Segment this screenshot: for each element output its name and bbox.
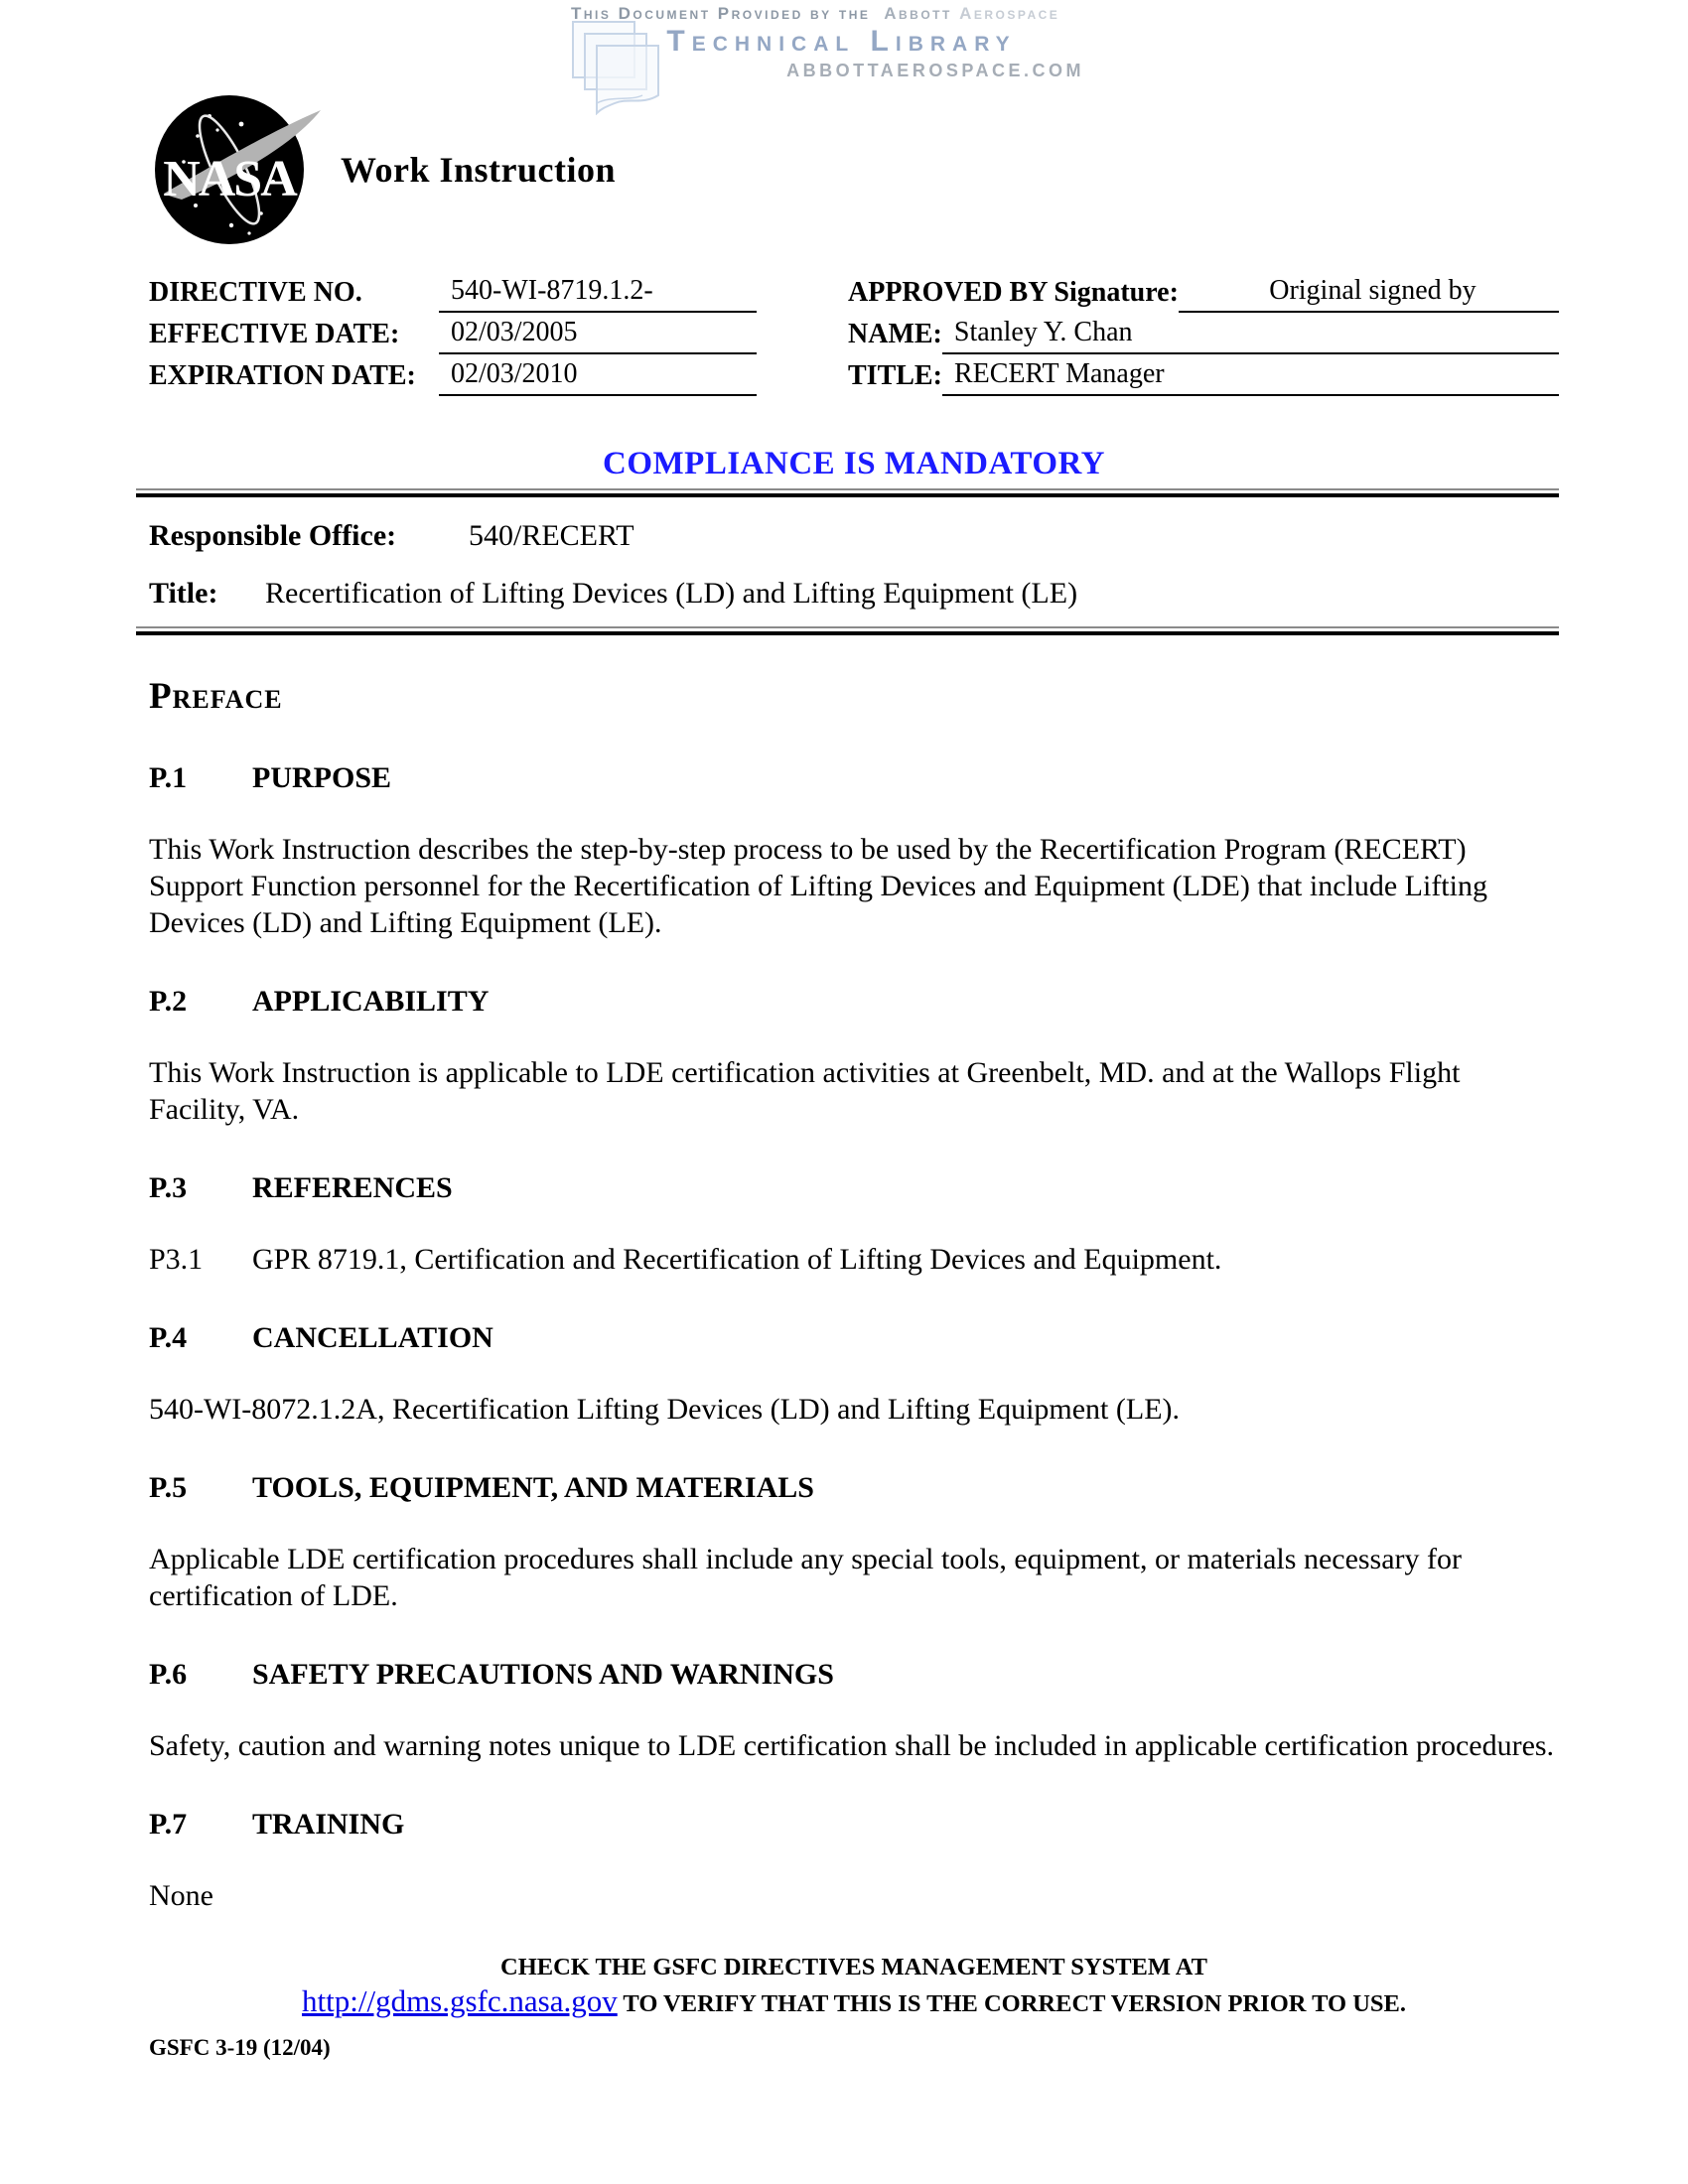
document-title-value: Recertification of Lifting Devices (LD) and Lifting Equipment (LE): [265, 577, 1078, 610]
field-row: [149, 271, 1559, 313]
preface-heading: Preface: [149, 676, 283, 717]
title-field-label: TITLE:: [848, 360, 942, 391]
responsible-office-row: [149, 519, 1688, 553]
footer-verify-text: TO VERIFY THAT THIS IS THE CORRECT VERSION PRIOR TO USE.: [617, 1990, 1406, 2017]
directive-no-value: 540-WI-8719.1.2-: [439, 275, 757, 313]
section-body-p4: 540-WI-8072.1.2A, Recertification Lifting Devices (LD) and Lifting Equipment (LE).: [149, 1393, 1181, 1426]
reference-text: GPR 8719.1, Certification and Recertification of Lifting Devices and Equipment.: [252, 1243, 1222, 1276]
footer-verify-line: [149, 1983, 1559, 2019]
section-title: TOOLS, EQUIPMENT, AND MATERIALS: [252, 1471, 814, 1504]
directive-no-label: DIRECTIVE NO.: [149, 277, 362, 308]
section-body-p5: Applicable LDE certification procedures shall include any special tools, equipment, or materials necessary for certification of LDE.: [149, 1543, 1463, 1612]
nasa-logo-text: NASA: [163, 151, 296, 207]
section-heading-p7: [149, 1808, 1688, 1842]
field-row: [149, 354, 1559, 396]
doc-type-title: Work Instruction: [341, 150, 617, 190]
name-value: Stanley Y. Chan: [942, 317, 1559, 354]
form-number: GSFC 3-19 (12/04): [149, 2035, 331, 2060]
reference-item-p31: [149, 1241, 1688, 1278]
section-title: PURPOSE: [252, 761, 392, 794]
section-number: P.3: [149, 1171, 188, 1204]
compliance-banner: COMPLIANCE IS MANDATORY: [603, 446, 1105, 481]
horizontal-rule: [136, 626, 1559, 635]
abbott-aerospace-watermark: [571, 4, 1112, 81]
section-number: P.4: [149, 1321, 188, 1354]
document-header: [154, 94, 1688, 245]
watermark-prefix: This Document Provided by the: [571, 4, 871, 23]
section-heading-p3: [149, 1171, 1688, 1205]
gdms-link[interactable]: http://gdms.gsfc.nasa.gov: [302, 1983, 618, 2018]
section-number: P.5: [149, 1471, 188, 1504]
watermark-brand-aerospace: Aerospace: [959, 4, 1060, 23]
name-label: NAME:: [848, 319, 942, 349]
reference-number: P3.1: [149, 1243, 204, 1276]
section-title: SAFETY PRECAUTIONS AND WARNINGS: [252, 1658, 834, 1691]
watermark-provided-by: [571, 4, 1112, 24]
directive-fields: [149, 271, 1559, 396]
section-heading-p5: [149, 1471, 1688, 1505]
section-title: REFERENCES: [252, 1171, 453, 1204]
responsible-office-value: 540/RECERT: [469, 519, 634, 552]
section-body-p1: This Work Instruction describes the step-by-step process to be used by the Recertification Program (RECERT) Support Function personnel for the Recertification of Lifting Devices and Equipment (LDE) that include Lifting Devices (LD) and Lifting Equipment (LE).: [149, 833, 1487, 939]
section-heading-p4: [149, 1321, 1688, 1355]
section-title: TRAINING: [252, 1808, 405, 1841]
section-number: P.7: [149, 1808, 188, 1841]
document-title-label: Title:: [149, 577, 218, 610]
nasa-logo: [154, 94, 325, 245]
watermark-technical-library: Technical Library: [666, 25, 1017, 58]
section-heading-p6: [149, 1658, 1688, 1692]
horizontal-rule: [136, 488, 1559, 497]
expiration-date-value: 02/03/2010: [439, 358, 757, 396]
responsible-office-label: Responsible Office:: [149, 519, 397, 552]
section-body-p7: None: [149, 1879, 213, 1912]
expiration-date-label: EXPIRATION DATE:: [149, 360, 416, 391]
document-title-row: [149, 577, 1688, 611]
title-field-value: RECERT Manager: [942, 358, 1559, 396]
watermark-domain: ABBOTTAEROSPACE.COM: [786, 61, 1084, 80]
watermark-brand-abbott: Abbott: [884, 4, 952, 23]
section-number: P.6: [149, 1658, 188, 1691]
section-body-p2: This Work Instruction is applicable to LDE certification activities at Greenbelt, MD. and at the Wallops Flight Facility, VA.: [149, 1056, 1461, 1126]
approved-by-label: APPROVED BY Signature:: [848, 277, 1179, 308]
field-row: [149, 313, 1559, 354]
footer-check-line: CHECK THE GSFC DIRECTIVES MANAGEMENT SYSTEM AT: [500, 1954, 1207, 1980]
section-number: P.1: [149, 761, 188, 794]
section-heading-p1: [149, 761, 1688, 795]
section-heading-p2: [149, 985, 1688, 1019]
approved-by-value: Original signed by: [1179, 275, 1559, 313]
section-title: APPLICABILITY: [252, 985, 490, 1018]
effective-date-value: 02/03/2005: [439, 317, 757, 354]
effective-date-label: EFFECTIVE DATE:: [149, 319, 400, 349]
section-title: CANCELLATION: [252, 1321, 493, 1354]
section-number: P.2: [149, 985, 188, 1018]
section-body-p6: Safety, caution and warning notes unique to LDE certification shall be included in applicable certification procedures.: [149, 1729, 1555, 1762]
